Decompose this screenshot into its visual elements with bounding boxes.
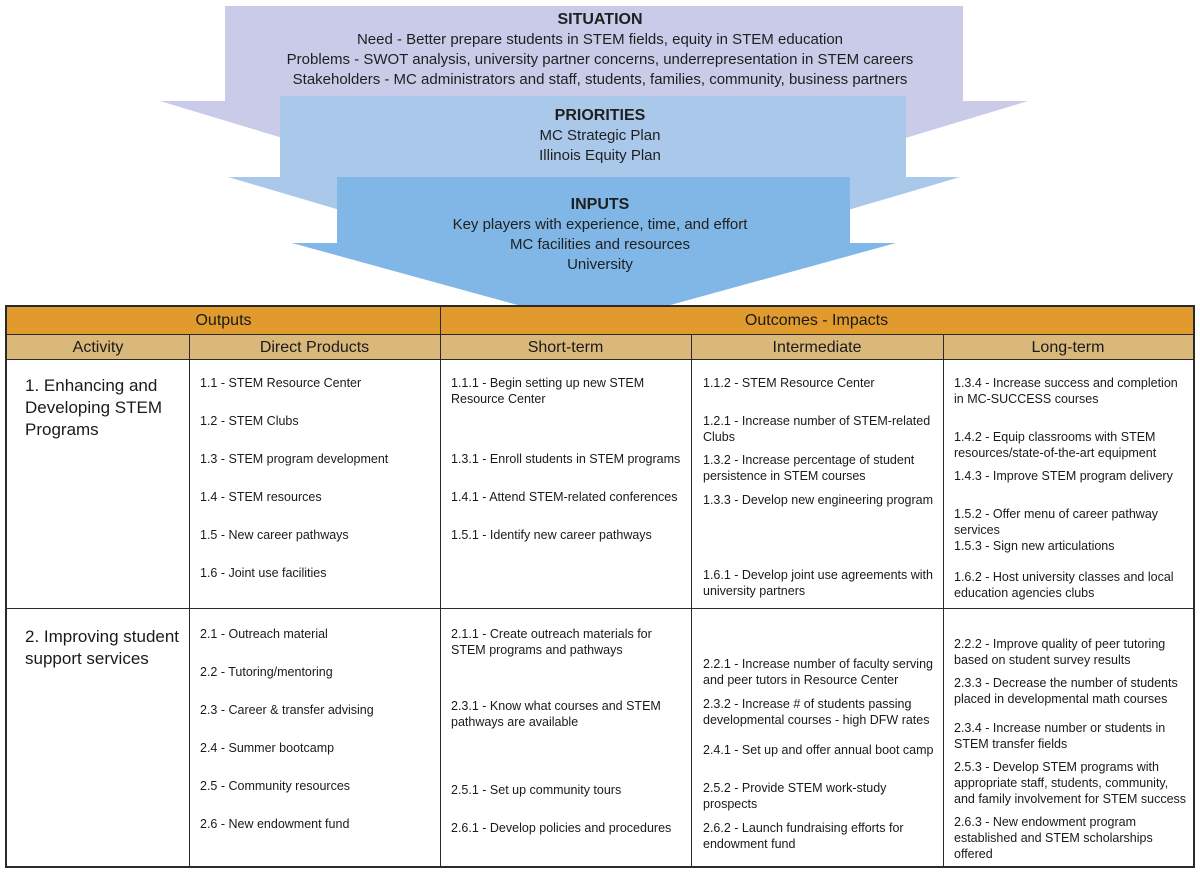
situation-block [200, 10, 1000, 90]
priorities-title: PRIORITIES [554, 107, 646, 124]
situation-title: SITUATION [557, 11, 643, 28]
direct-product-item: 2.5 - Community resources [200, 779, 351, 793]
activity-label: 2. Improving student support services [25, 627, 180, 668]
intermediate-item: 2.6.2 - Launch fundraising efforts for endowment fund [703, 821, 904, 851]
direct-product-item: 2.3 - Career & transfer advising [200, 703, 374, 717]
short-term-item: 1.4.1 - Attend STEM-related conferences [451, 490, 678, 504]
inputs-line: MC facilities and resources [509, 236, 691, 253]
intermediate-item: 2.2.1 - Increase number of faculty serving and peer tutors in Resource Center [703, 657, 933, 687]
intermediate-item: 1.3.3 - Develop new engineering program [703, 493, 933, 507]
column-header-direct-products: Direct Products [189, 335, 440, 360]
direct-product-item: 2.2 - Tutoring/mentoring [200, 665, 333, 679]
inputs-block [360, 195, 840, 275]
long-term-item: 2.6.3 - New endowment program established and STEM scholarships offered [954, 815, 1153, 861]
intermediate-item: 2.3.2 - Increase # of students passing developmental courses - high DFW rates [703, 697, 930, 727]
direct-product-item: 2.6 - New endowment fund [200, 817, 350, 831]
long-term-item: 2.3.3 - Decrease the number of students placed in developmental math courses [954, 676, 1178, 706]
long-term-item: 2.2.2 - Improve quality of peer tutoring based on student survey results [954, 637, 1166, 667]
priorities-block [300, 106, 900, 166]
direct-product-item: 2.1 - Outreach material [200, 627, 328, 641]
column-header-short-term: Short-term [440, 335, 691, 360]
intermediate-item: 1.1.2 - STEM Resource Center [703, 376, 875, 390]
logic-model-table [5, 305, 1195, 868]
short-term-item: 2.1.1 - Create outreach materials for STEM programs and pathways [451, 627, 652, 657]
priorities-line: Illinois Equity Plan [539, 147, 661, 164]
grid-line [189, 335, 190, 866]
long-term-item: 1.5.2 - Offer menu of career pathway services [954, 507, 1159, 537]
short-term-item: 2.5.1 - Set up community tours [451, 783, 622, 797]
long-term-item: 2.5.3 - Develop STEM programs with appropriate staff, students, community, and family involvement for STEM success [954, 760, 1187, 806]
inputs-line: Key players with experience, time, and effort [452, 216, 748, 233]
direct-product-item: 1.3 - STEM program development [200, 452, 389, 466]
direct-product-item: 1.6 - Joint use facilities [200, 566, 327, 580]
column-header-long-term: Long-term [943, 335, 1193, 360]
situation-stakeholders: Stakeholders - MC administrators and staff, students, families, community, business partners [292, 71, 908, 88]
intermediate-item: 2.4.1 - Set up and offer annual boot camp [703, 743, 934, 757]
intermediate-item: 1.3.2 - Increase percentage of student persistence in STEM courses [703, 453, 915, 483]
grid-line [691, 335, 692, 866]
long-term-item: 1.4.2 - Equip classrooms with STEM resources/state-of-the-art equipment [954, 430, 1157, 460]
long-term-item: 1.6.2 - Host university classes and local education agencies clubs [954, 570, 1174, 600]
long-term-item: 1.4.3 - Improve STEM program delivery [954, 469, 1173, 483]
direct-product-item: 1.2 - STEM Clubs [200, 414, 299, 428]
inputs-title: INPUTS [570, 196, 630, 213]
short-term-item: 1.1.1 - Begin setting up new STEM Resource Center [451, 376, 645, 406]
short-term-item: 1.5.1 - Identify new career pathways [451, 528, 652, 542]
intermediate-item: 1.6.1 - Develop joint use agreements with university partners [703, 568, 933, 598]
header-outputs: Outputs [7, 307, 440, 335]
short-term-item: 1.3.1 - Enroll students in STEM programs [451, 452, 681, 466]
priorities-line: MC Strategic Plan [539, 127, 661, 144]
direct-product-item: 1.5 - New career pathways [200, 528, 349, 542]
column-header-activity: Activity [7, 335, 189, 360]
row-divider [7, 608, 1193, 609]
direct-product-item: 2.4 - Summer bootcamp [200, 741, 335, 755]
short-term-item: 2.3.1 - Know what courses and STEM pathways are available [451, 699, 661, 729]
short-term-item: 2.6.1 - Develop policies and procedures [451, 821, 672, 835]
intermediate-item: 2.5.2 - Provide STEM work-study prospects [703, 781, 887, 811]
long-term-item: 2.3.4 - Increase number or students in STEM transfer fields [954, 721, 1166, 751]
inputs-line: University [567, 256, 633, 273]
situation-need: Need - Better prepare students in STEM fields, equity in STEM education [356, 31, 844, 48]
long-term-item: 1.3.4 - Increase success and completion in MC-SUCCESS courses [954, 376, 1178, 406]
situation-problems: Problems - SWOT analysis, university partner concerns, underrepresentation in STEM careers [286, 51, 914, 68]
column-header-intermediate: Intermediate [691, 335, 943, 360]
grid-line [943, 335, 944, 866]
header-outcomes-impacts: Outcomes - Impacts [440, 307, 1193, 335]
direct-product-item: 1.4 - STEM resources [200, 490, 322, 504]
intermediate-item: 1.2.1 - Increase number of STEM-related Clubs [703, 414, 931, 444]
direct-product-item: 1.1 - STEM Resource Center [200, 376, 362, 390]
grid-line [440, 307, 441, 866]
long-term-item: 1.5.3 - Sign new articulations [954, 539, 1115, 553]
activity-label: 1. Enhancing and Developing STEM Programs [25, 376, 163, 439]
